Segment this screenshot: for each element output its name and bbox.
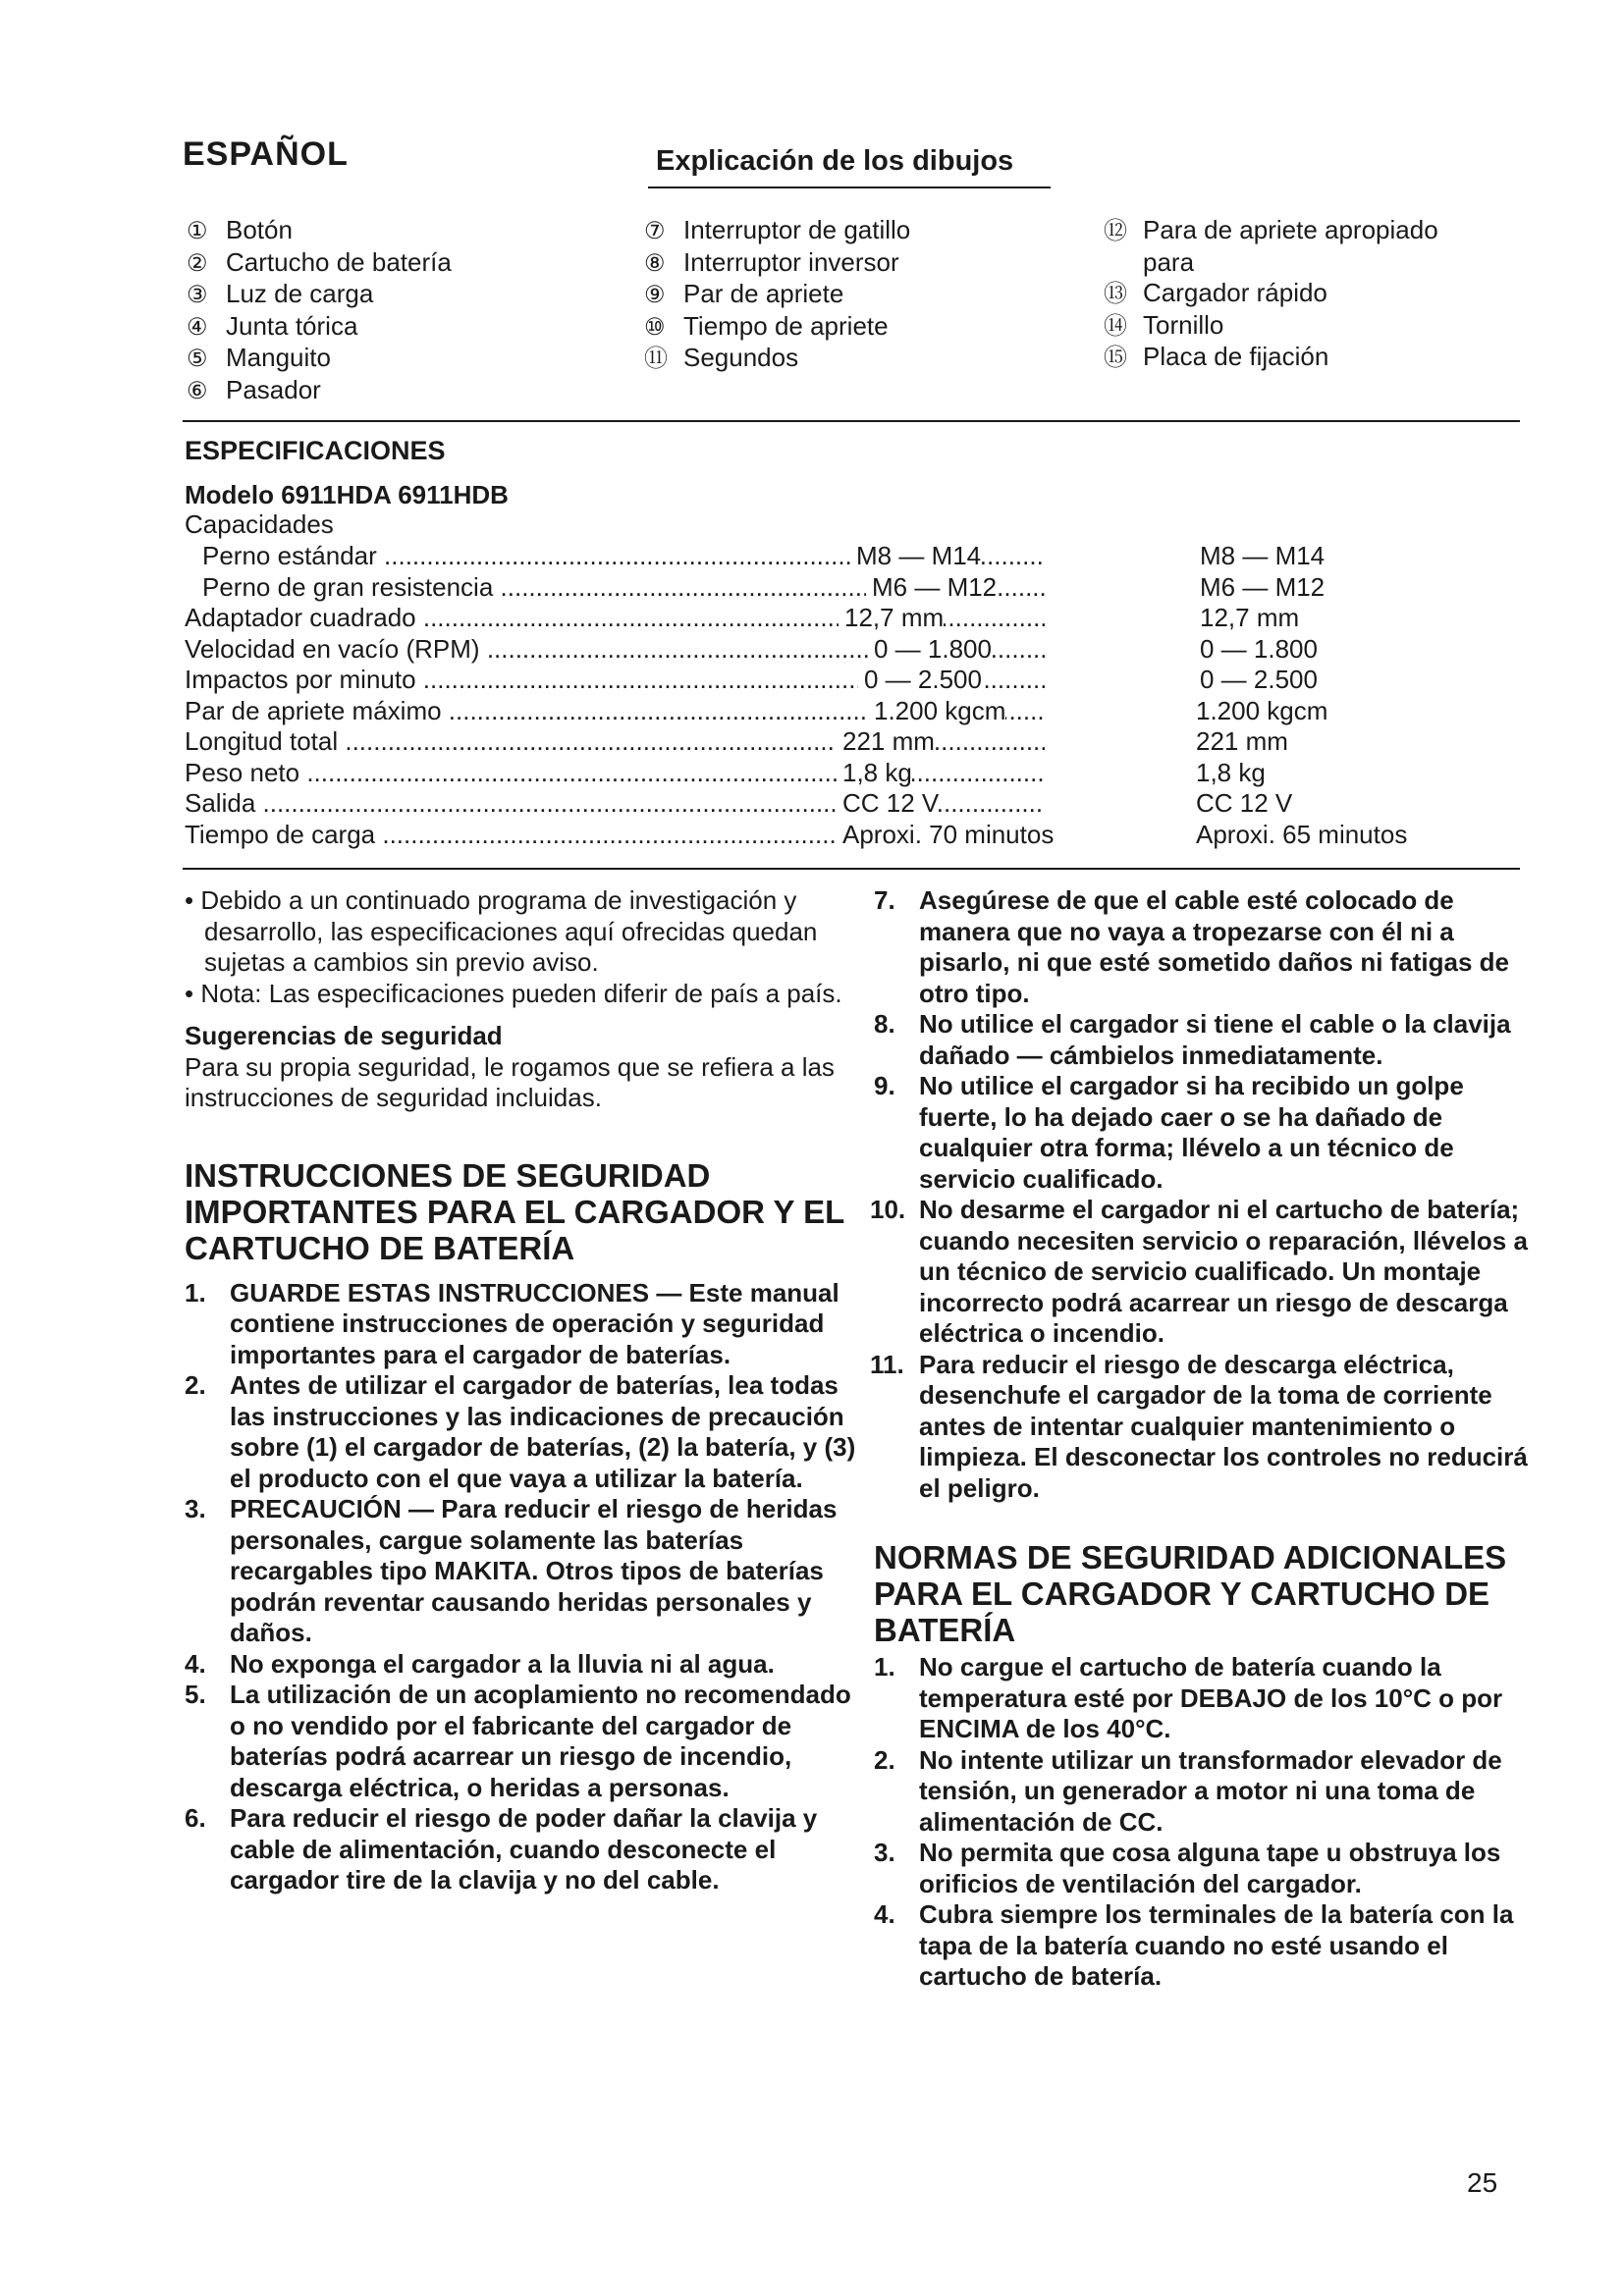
- spec-label: Perno estándar .....: [202, 541, 1045, 571]
- legend-item: ② Cartucho de batería: [187, 246, 452, 277]
- legend-item: ⑩ Tiempo de apriete: [644, 310, 889, 341]
- divider-top: [183, 420, 1520, 422]
- safety-item: 11. Para reducir el riesgo de descarga eléctrica, desenchufe el cargador de la toma de corriente antes de intentar cualquier mantenimiento o limpieza. El desconectar los controles no reducirá el peligro.: [870, 1349, 1528, 1503]
- spec-value-hdb: M6 — M12: [1200, 571, 1326, 602]
- safety-item: 9. No utilice el cargador si ha recibido un golpe fuerte, lo ha dejado caer o se ha dañado de cualquier otra forma; llévelo a un técnico de servicio cualificado.: [874, 1071, 1464, 1194]
- note-bullet: • Debido a un continuado programa de investigación y desarrollo, las especificaciones aquí ofrecidas quedan sujetas a cambios sin previo aviso.: [185, 885, 818, 977]
- spec-value-hdb: 0 — 2.500: [1200, 665, 1318, 694]
- safety-item: 6. Para reducir el riesgo de poder dañar la clavija y cable de alimentación, cuando desconecte el cargador tire de la clavija y no del cable.: [185, 1803, 818, 1895]
- safety-item: 8. No utilice el cargador si tiene el cable o la clavija dañado — cámbielos inmediatamente.: [874, 1009, 1511, 1070]
- spec-value-hda: 1,8 kg: [837, 758, 912, 788]
- left-column: [185, 885, 870, 1896]
- additional-safety-item: 1. No cargue el cartucho de batería cuando la temperatura esté por DEBAJO de los 10°C o por ENCIMA de los 40°C.: [874, 1652, 1503, 1743]
- spec-row: [185, 820, 1520, 851]
- spec-value-hda: M8 — M14: [850, 541, 981, 571]
- spec-label: Impactos por minuto .....: [185, 665, 1045, 695]
- safety-item: 2. Antes de utilizar el cargador de baterías, lea todas las instrucciones y las indicaciones de precaución sobre (1) el cargador de baterías, (2) la batería, y (3) el producto con el que vaya a utilizar la batería.: [185, 1370, 856, 1493]
- legend-item: ① Botón: [187, 215, 293, 244]
- spec-row: [185, 665, 1520, 696]
- legend-item: ⑨ Par de apriete: [644, 279, 844, 308]
- spec-label: Par de apriete máximo .....: [185, 696, 1045, 726]
- spec-value-hdb: 1,8 kg: [1196, 757, 1266, 787]
- spec-value-hdb: 12,7 mm: [1200, 603, 1300, 632]
- divider-bottom: [183, 868, 1520, 870]
- spec-label: Longitud total .....: [185, 726, 1045, 757]
- legend-item: ⑪ Segundos: [644, 343, 799, 372]
- additional-safety-heading: NORMAS DE SEGURIDAD ADICIONALES PARA EL CARGADOR Y CARTUCHO DE BATERÍA: [874, 1539, 1507, 1648]
- spec-value-hda: 0 — 2.500: [858, 665, 982, 695]
- safety-item: 7. Asegúrese de que el cable esté colocado de manera que no vaya a tropezarse con él ni a pisarlo, ni que esté sometido daños ni fatigas de otro tipo.: [874, 885, 1510, 1008]
- spec-row: [185, 572, 1520, 604]
- legend-item: ⑬ Cargador rápido: [1104, 278, 1327, 307]
- additional-safety-item: 4. Cubra siempre los terminales de la batería con la tapa de la batería cuando no esté usando el cartucho de batería.: [874, 1899, 1514, 1991]
- legend-column-1: [187, 215, 452, 406]
- additional-safety-item: 2. No intente utilizar un transformador elevador de tensión, un generador a motor ni una toma de alimentación de CC.: [874, 1744, 1502, 1837]
- safety-tips-heading: Sugerencias de seguridad: [185, 1021, 503, 1050]
- spec-row: [185, 541, 1520, 572]
- safety-item: 5. La utilización de un acoplamiento no recomendado o no vendido por el fabricante del cargador de baterías podrá acarrear un riesgo de incendio, descarga eléctrica, o heridas a personas.: [185, 1680, 851, 1802]
- legend-item: ④ Junta tórica: [187, 310, 358, 341]
- spec-value-hda: 12,7 mm: [839, 603, 944, 633]
- safety-item: 10. No desarme el cargador ni el cartucho de batería; cuando necesiten servicio o reparación, llévelos a un técnico de servicio cualificado. Un montaje incorrecto podrá acarrear un riesgo de descarga eléctrica o incendio.: [870, 1195, 1528, 1348]
- spec-row: [185, 696, 1520, 727]
- spec-value-hda: 221 mm: [837, 726, 935, 757]
- legend-column-3: [1104, 215, 1438, 374]
- spec-label: Salida .....: [185, 788, 1045, 819]
- safety-tips-text: Para su propia seguridad, le rogamos que se refiera a las instrucciones de seguridad incluidas.: [185, 1051, 835, 1112]
- legend-item: ⑫ Para de apriete apropiado: [1104, 215, 1438, 244]
- legend-item: ⑤ Manguito: [187, 343, 331, 372]
- spec-row: [185, 726, 1520, 758]
- spec-value-hdb: 221 mm: [1196, 726, 1288, 756]
- legend-item: ③ Luz de carga: [187, 279, 374, 308]
- legend-item: ⑭ Tornillo: [1104, 309, 1224, 340]
- safety-item: 1. GUARDE ESTAS INSTRUCCIONES — Este manual contiene instrucciones de operación y seguridad importantes para el cargador de baterías.: [185, 1277, 839, 1369]
- spec-value-hdb: 0 — 1.800: [1200, 633, 1318, 664]
- spec-value-hdb: CC 12 V: [1196, 788, 1293, 818]
- spec-label: Tiempo de carga .....: [185, 820, 1045, 850]
- specifications-heading: ESPECIFICACIONES: [185, 436, 446, 465]
- spec-row: [185, 788, 1520, 820]
- additional-safety-item: 3. No permita que cosa alguna tape u obstruya los orificios de ventilación del cargador.: [874, 1838, 1501, 1898]
- spec-value-hda: 0 — 1.800: [868, 634, 992, 665]
- specifications-table: [185, 541, 1520, 850]
- spec-value-hdb: M8 — M14: [1200, 541, 1326, 570]
- legend-item: ⑥ Pasador: [187, 374, 321, 404]
- spec-value-hda: M6 — M12: [866, 572, 997, 603]
- right-column: [870, 885, 1532, 1993]
- spec-value-hda: Aproxi. 70 minutos: [837, 820, 1054, 850]
- spec-label: Perno de gran resistencia .....: [202, 572, 1045, 603]
- capacities-label: Capacidades: [185, 509, 334, 539]
- legend-item: ⑮ Placa de fijación: [1104, 342, 1329, 371]
- safety-item: 3. PRECAUCIÓN — Para reducir el riesgo de heridas personales, cargue solamente las baterías recargables tipo MAKITA. Otros tipos de baterías podrán reventar causando heridas personales y daños.: [185, 1494, 838, 1647]
- spec-label: Velocidad en vacío (RPM) .....: [185, 634, 1045, 665]
- charger-safety-heading: INSTRUCCIONES DE SEGURIDAD IMPORTANTES PARA EL CARGADOR Y EL CARTUCHO DE BATERÍA: [185, 1156, 844, 1266]
- spec-value-hdb: Aproxi. 65 minutos: [1196, 819, 1408, 849]
- legend-item: ⑦ Interruptor de gatillo: [644, 215, 911, 244]
- spec-value-hdb: 1.200 kgcm: [1196, 695, 1328, 725]
- page-number: 25: [1467, 2167, 1498, 2198]
- legend-column-2: [644, 215, 910, 375]
- language-heading: ESPAÑOL: [183, 135, 349, 173]
- safety-item: 4. No exponga el cargador a la lluvia ni al agua.: [185, 1648, 775, 1679]
- note-bullet: • Nota: Las especificaciones pueden diferir de país a país.: [185, 978, 842, 1008]
- spec-value-hda: CC 12 V: [837, 788, 939, 819]
- drawings-title-underline: [648, 187, 1051, 188]
- spec-label: Adaptador cuadrado .....: [185, 603, 1045, 633]
- spec-label: Peso neto .....: [185, 758, 1045, 788]
- spec-row: [185, 634, 1520, 666]
- legend-item: ⑧ Interruptor inversor: [644, 246, 899, 277]
- spec-row: [185, 758, 1520, 789]
- legend-item-continuation: para: [1143, 246, 1195, 277]
- drawings-title: Explicación de los dibujos: [656, 145, 1014, 177]
- spec-row: [185, 603, 1520, 634]
- spec-value-hda: 1.200 kgcm: [868, 696, 1005, 726]
- model-line: Modelo 6911HDA 6911HDB: [185, 480, 509, 509]
